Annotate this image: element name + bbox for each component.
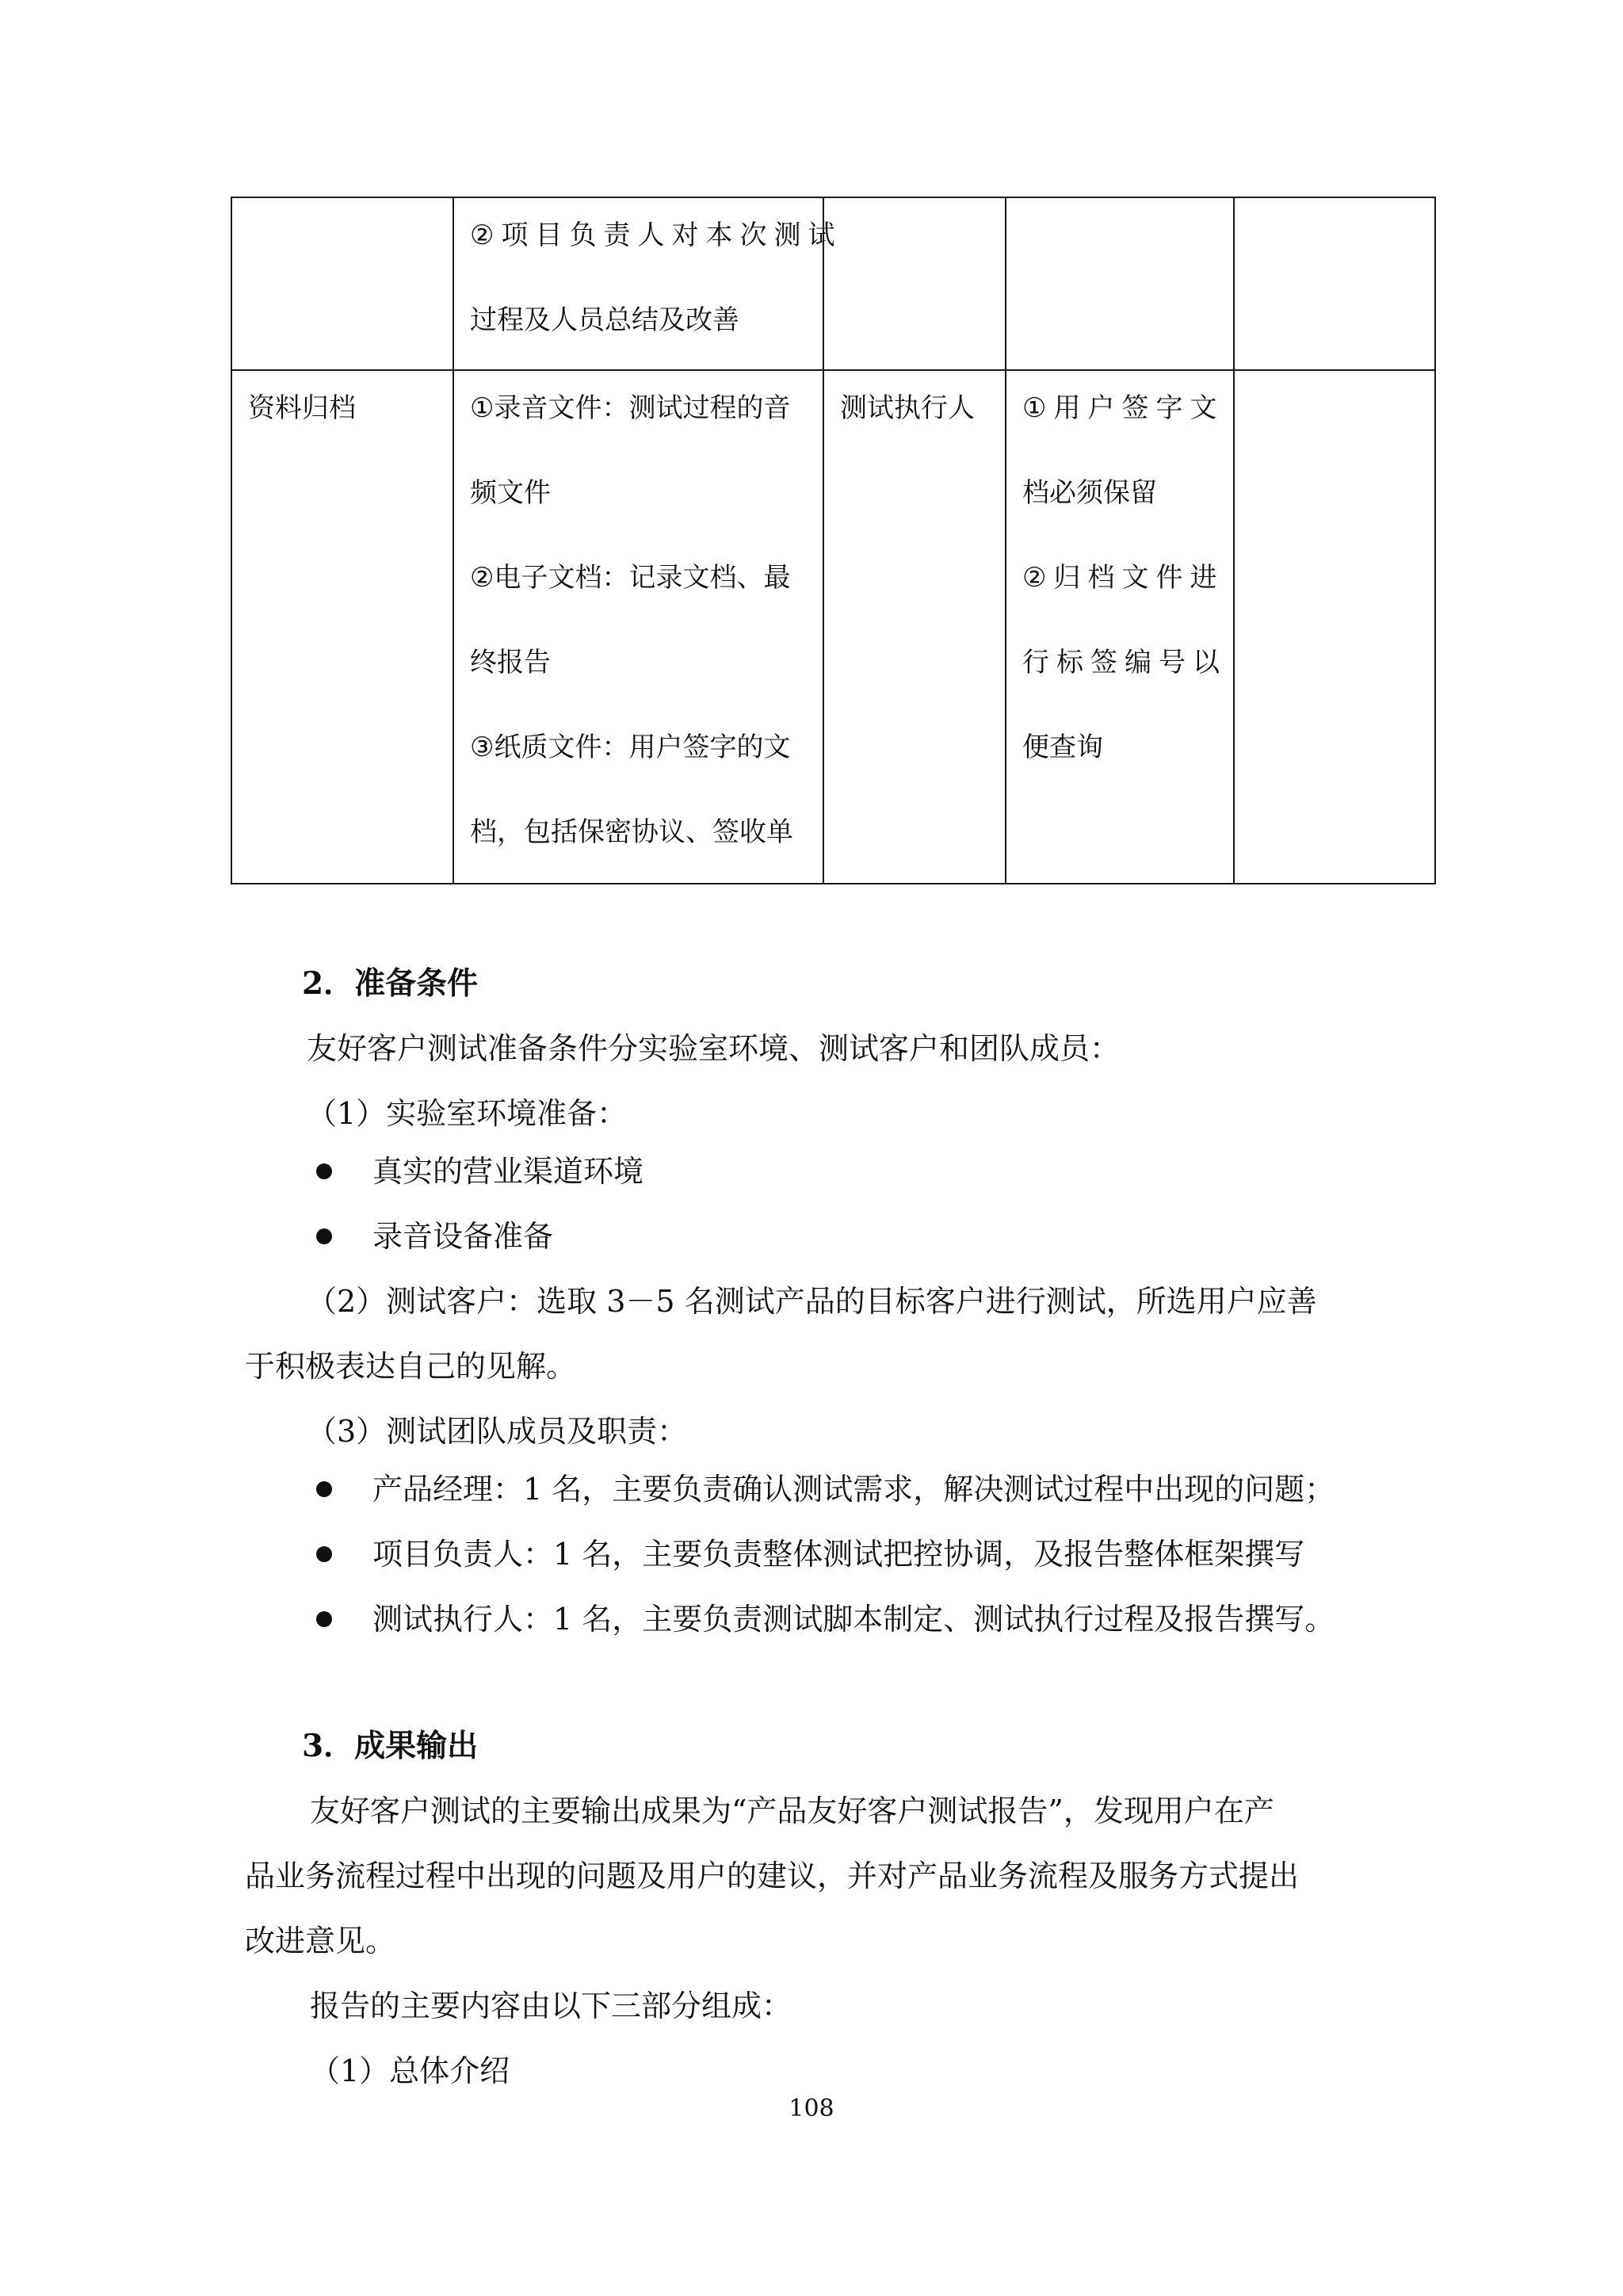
cell-line: ②项目负责人对本次测试 bbox=[470, 220, 842, 251]
process-table bbox=[231, 197, 1436, 884]
subsection-1-title: （1）实验室环境准备： bbox=[307, 1096, 628, 1131]
cell-line: 终报告 bbox=[470, 647, 551, 678]
table-cell-owner bbox=[823, 197, 1006, 370]
table-row bbox=[231, 197, 1435, 370]
table-cell-requirement bbox=[1006, 197, 1234, 370]
table-cell-content bbox=[453, 370, 823, 884]
table-cell-requirement bbox=[1006, 370, 1234, 884]
table-row bbox=[231, 370, 1435, 884]
cell-line: 行标签编号以 bbox=[1022, 647, 1227, 678]
section-2-intro: 友好客户测试准备条件分实验室环境、测试客户和团队成员： bbox=[307, 1031, 1121, 1066]
subsection-2-line: （2）测试客户：选取 3－5 名测试产品的目标客户进行测试，所选用户应善 bbox=[307, 1284, 1317, 1319]
cell-line: ①用户签字文 bbox=[1022, 392, 1224, 424]
cell-line: 档，包括保密协议、签收单 bbox=[470, 816, 793, 848]
cell-line: ①录音文件：测试过程的音 bbox=[470, 392, 791, 424]
bullet-icon bbox=[316, 1481, 332, 1497]
table-cell-stage bbox=[231, 370, 453, 884]
cell-line: ②归档文件进 bbox=[1022, 562, 1224, 594]
bullet-icon bbox=[316, 1546, 332, 1562]
list-item: （1）总体介绍 bbox=[310, 2053, 510, 2088]
bullet-icon bbox=[316, 1228, 332, 1244]
cell-line: 过程及人员总结及改善 bbox=[470, 304, 739, 336]
table-cell-owner bbox=[823, 370, 1006, 884]
page-number: 108 bbox=[789, 2095, 834, 2122]
table-cell-remark bbox=[1234, 370, 1435, 884]
bullet-icon bbox=[316, 1611, 332, 1627]
bullet-icon bbox=[316, 1163, 332, 1179]
paragraph-line: 品业务流程过程中出现的问题及用户的建议，并对产品业务流程及服务方式提出 bbox=[245, 1859, 1300, 1893]
subsection-3-title: （3）测试团队成员及职责： bbox=[307, 1414, 688, 1449]
table-cell-stage bbox=[231, 197, 453, 370]
list-item: 项目负责人：1 名，主要负责整体测试把控协调，及报告整体框架撰写 bbox=[372, 1537, 1305, 1572]
cell-line: 测试执行人 bbox=[840, 392, 975, 424]
cell-line: 频文件 bbox=[470, 477, 551, 509]
table-cell-content bbox=[453, 197, 842, 370]
paragraph-line: 报告的主要内容由以下三部分组成： bbox=[310, 1988, 792, 2023]
cell-line: 档必须保留 bbox=[1022, 477, 1157, 509]
list-item: 产品经理：1 名，主要负责确认测试需求，解决测试过程中出现的问题； bbox=[372, 1472, 1335, 1507]
cell-line: 资料归档 bbox=[248, 392, 356, 424]
paragraph-line: 改进意见。 bbox=[245, 1924, 396, 1958]
list-item: 录音设备准备 bbox=[372, 1219, 554, 1254]
list-item: 真实的营业渠道环境 bbox=[372, 1154, 644, 1189]
cell-line: 便查询 bbox=[1022, 732, 1103, 763]
cell-line: ②电子文档：记录文档、最 bbox=[470, 562, 791, 594]
list-item: 测试执行人：1 名，主要负责测试脚本制定、测试执行过程及报告撰写。 bbox=[372, 1602, 1335, 1637]
table-cell-remark bbox=[1234, 197, 1435, 370]
subsection-2-line: 于积极表达自己的见解。 bbox=[245, 1349, 577, 1384]
cell-line: ③纸质文件：用户签字的文 bbox=[470, 732, 791, 763]
section-3-heading: 3．成果输出 bbox=[302, 1728, 479, 1764]
paragraph-line: 友好客户测试的主要输出成果为“产品友好客户测试报告”，发现用户在产 bbox=[310, 1794, 1274, 1828]
section-2-heading: 2．准备条件 bbox=[302, 965, 479, 1002]
